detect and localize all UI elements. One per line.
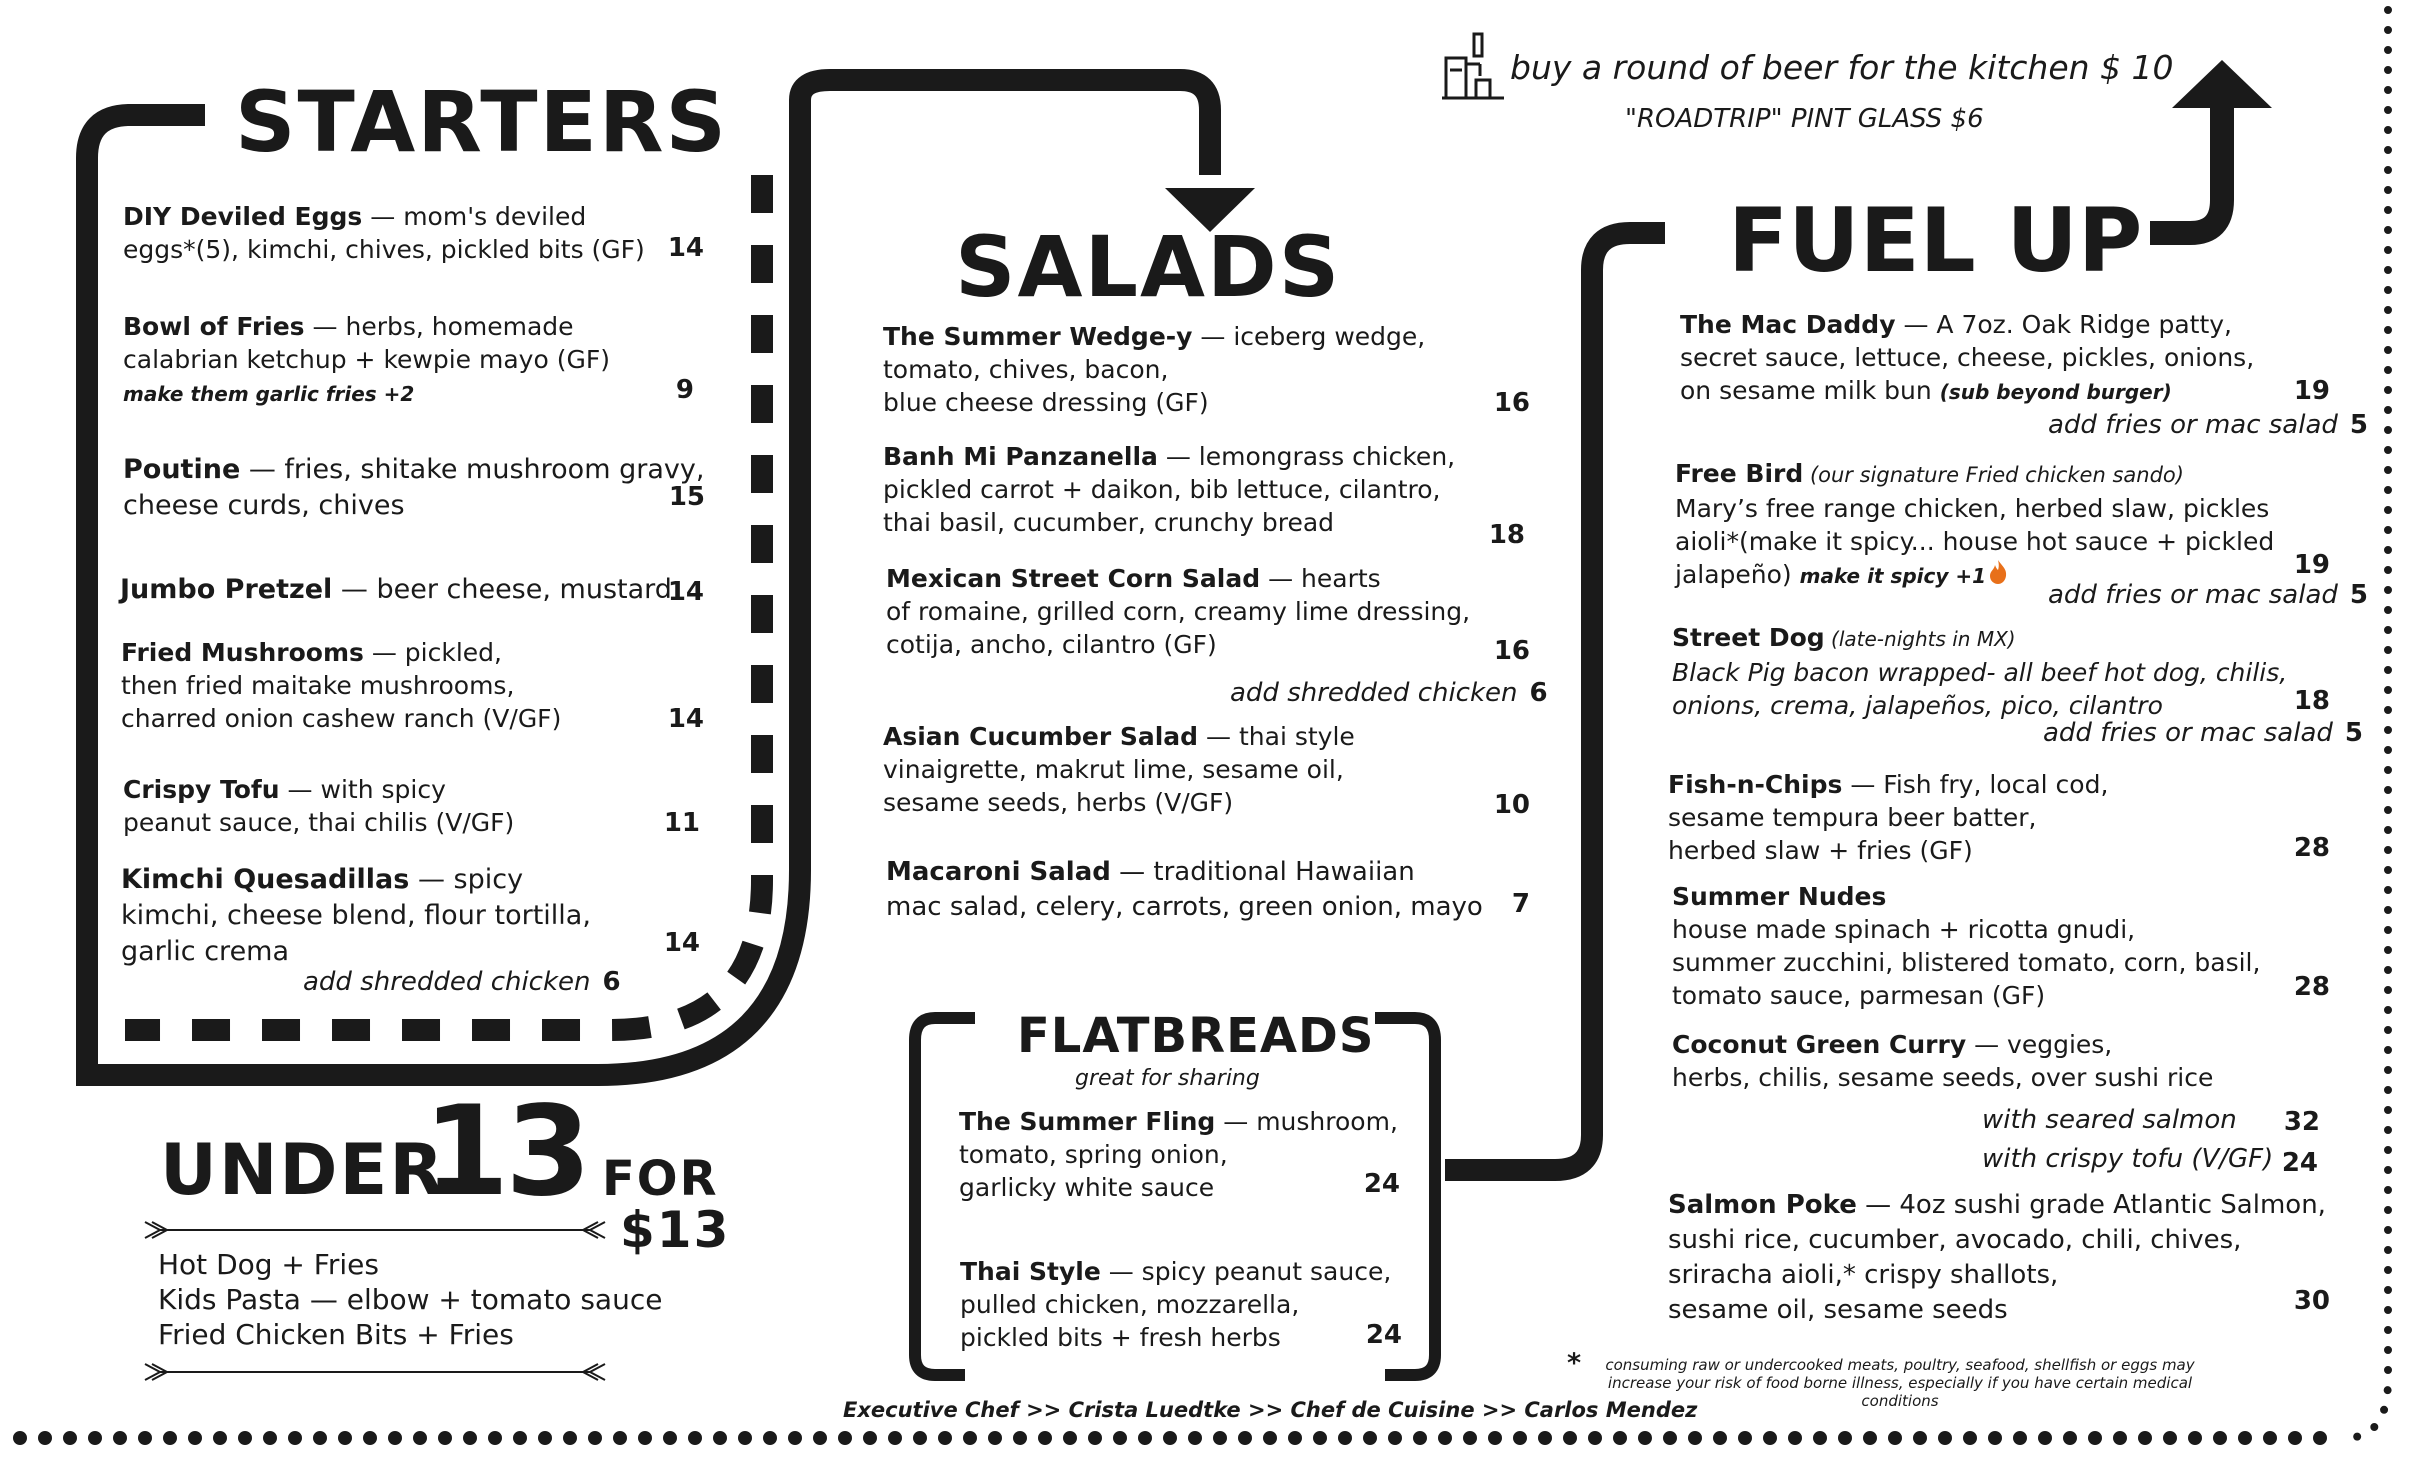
item-desc: — pickled,: [363, 638, 502, 667]
item-name: Bowl of Fries: [123, 312, 305, 341]
item-name: Kimchi Quesadillas: [121, 864, 410, 895]
item-desc: — mom's deviled: [362, 202, 587, 231]
item-desc: — lemongrass chicken,: [1157, 442, 1456, 471]
item-name: Street Dog: [1672, 623, 1825, 652]
chef-credits: Executive Chef >> Crista Luedtke >> Chef de Cuisine >> Carlos Mendez: [843, 1398, 1698, 1422]
menu-item-poutine: [123, 452, 723, 524]
item-desc: — spicy: [409, 864, 524, 895]
item-desc: — 4oz sushi grade Atlantic Salmon,: [1856, 1190, 2326, 1220]
disclaimer-line: increase your risk of food borne illness, especially if you have certain medical: [1607, 1374, 2193, 1392]
kids-price: $13: [620, 1201, 731, 1259]
item-desc: calabrian ketchup + kewpie mayo (GF): [123, 345, 610, 374]
item-price: 9: [675, 375, 694, 405]
item-desc: onions, crema, jalapeños, pico, cilantro: [1672, 691, 2163, 720]
addon-price: 5: [2349, 410, 2368, 440]
disclaimer-line: conditions: [1861, 1392, 1939, 1410]
item-desc: sesame tempura beer batter,: [1668, 803, 2037, 832]
item-name: Fried Mushrooms: [121, 638, 364, 667]
list-item: Hot Dog + Fries: [158, 1248, 379, 1281]
item-desc: of romaine, grilled corn, creamy lime dressing,: [886, 597, 1471, 626]
item-name: Free Bird: [1675, 459, 1804, 488]
item-desc: — herbs, homemade: [304, 312, 574, 341]
item-desc: — fries, shitake mushroom gravy,: [240, 454, 705, 485]
item-name: The Summer Fling: [959, 1107, 1216, 1136]
item-desc: — hearts: [1260, 564, 1381, 593]
item-price: 15: [668, 482, 705, 512]
item-name: Salmon Poke: [1668, 1190, 1857, 1220]
item-price: 28: [2293, 833, 2330, 863]
item-desc: sushi rice, cucumber, avocado, chili, chives,: [1668, 1225, 2242, 1255]
menu-item-summer-wedgey: [883, 320, 1503, 419]
item-price: 32: [2283, 1107, 2320, 1137]
item-desc: pickled carrot + daikon, bib lettuce, cilantro,: [883, 475, 1441, 504]
item-name: Macaroni Salad: [886, 857, 1111, 887]
item-price: 24: [2281, 1148, 2318, 1178]
list-item: Kids Pasta — elbow + tomato sauce: [158, 1283, 663, 1316]
item-name: Thai Style: [960, 1257, 1101, 1286]
item-desc: — A 7oz. Oak Ridge patty,: [1895, 310, 2232, 339]
item-desc: — beer cheese, mustard: [332, 574, 672, 605]
item-price: 30: [2293, 1286, 2330, 1316]
menu-item-jumbo-pretzel: [120, 573, 680, 606]
item-note: make it spicy +1: [1799, 564, 1987, 588]
salads-title: SALADS: [955, 218, 1342, 316]
item-desc: — traditional Hawaiian: [1110, 857, 1415, 887]
item-price: 7: [1511, 889, 1530, 919]
item-desc: — spicy peanut sauce,: [1100, 1257, 1392, 1286]
menu-item-salmon-poke: [1668, 1188, 2328, 1328]
addon-label: add fries or mac salad: [2048, 580, 2338, 610]
pint-glass-offer: "ROADTRIP" PINT GLASS $6: [1625, 104, 1984, 134]
item-desc: sesame seeds, herbs (V/GF): [883, 788, 1234, 817]
item-price: 24: [1363, 1169, 1400, 1199]
item-name: Banh Mi Panzanella: [883, 442, 1158, 471]
item-note: make them garlic fries +2: [123, 382, 415, 406]
item-price: 14: [667, 233, 704, 263]
addon-price: 6: [602, 967, 621, 997]
menu-item-bowl-of-fries: [123, 310, 683, 411]
item-name: Summer Nudes: [1672, 882, 1887, 911]
menu-item-free-bird: [1675, 457, 2325, 593]
starters-addon: [303, 967, 621, 997]
item-price: 19: [2293, 550, 2330, 580]
item-desc: cotija, ancho, cilantro (GF): [886, 630, 1217, 659]
item-subtitle: (our signature Fried chicken sando): [1803, 463, 2184, 487]
item-desc: herbed slaw + fries (GF): [1668, 836, 1973, 865]
item-note: (sub beyond burger): [1939, 380, 2172, 404]
item-name: Coconut Green Curry: [1672, 1030, 1967, 1059]
item-desc: secret sauce, lettuce, cheese, pickles, onions,: [1680, 343, 2255, 372]
item-desc: thai basil, cucumber, crunchy bread: [883, 508, 1335, 537]
flatbreads-subtitle: great for sharing: [1075, 1066, 1260, 1091]
menu-item-mac-daddy: [1680, 308, 2320, 409]
addon-price: 5: [2349, 580, 2368, 610]
item-desc: mac salad, celery, carrots, green onion, mayo: [886, 892, 1483, 922]
item-price: 18: [1488, 520, 1525, 550]
item-desc: — iceberg wedge,: [1192, 322, 1426, 351]
item-desc: eggs*(5), kimchi, chives, pickled bits (GF): [123, 235, 645, 264]
item-subtitle: (late-nights in MX): [1824, 627, 2016, 651]
menu-item-street-dog: [1672, 621, 2322, 722]
menu-item-crispy-tofu: [123, 773, 683, 839]
salads-addon: [1230, 678, 1548, 708]
menu-item-coconut-green-curry: [1672, 1028, 2322, 1094]
menu-item-fish-n-chips: [1668, 768, 2318, 867]
item-desc: tomato, chives, bacon,: [883, 355, 1169, 384]
item-name: The Mac Daddy: [1680, 310, 1896, 339]
item-price: 19: [2293, 376, 2330, 406]
addon-label: add fries or mac salad: [2043, 718, 2333, 748]
item-desc: — with spicy: [279, 775, 446, 804]
item-name: Mexican Street Corn Salad: [886, 564, 1261, 593]
item-desc: kimchi, cheese blend, flour tortilla,: [121, 900, 591, 931]
item-desc: jalapeño): [1675, 560, 1800, 589]
item-price: 10: [1493, 790, 1530, 820]
menu-item-summer-nudes: [1672, 880, 2322, 1012]
fuelup-addon: [2043, 718, 2363, 748]
item-price: 16: [1493, 388, 1530, 418]
item-desc: aioli*(make it spicy... house hot sauce + pickled: [1675, 527, 2275, 556]
item-desc: Black Pig bacon wrapped- all beef hot dog, chilis,: [1672, 658, 2288, 687]
item-desc: charred onion cashew ranch (V/GF): [121, 704, 562, 733]
starters-title: STARTERS: [235, 73, 729, 171]
under-13-number: 13: [423, 1080, 588, 1224]
item-desc: sriracha aioli,* crispy shallots,: [1668, 1260, 2059, 1290]
item-desc: pickled bits + fresh herbs: [960, 1323, 1281, 1352]
disclaimer-line: consuming raw or undercooked meats, poultry, seafood, shellfish or eggs may: [1605, 1356, 2195, 1374]
beer-round-offer: buy a round of beer for the kitchen $ 10: [1510, 48, 2174, 87]
item-desc: peanut sauce, thai chilis (V/GF): [123, 808, 515, 837]
item-price: 18: [2293, 686, 2330, 716]
asterisk-symbol: *: [1567, 1348, 1582, 1379]
item-name: The Summer Wedge-y: [883, 322, 1193, 351]
item-price: 24: [1365, 1320, 1402, 1350]
item-name: Crispy Tofu: [123, 775, 280, 804]
item-price: 14: [663, 928, 700, 958]
item-name: DIY Deviled Eggs: [123, 202, 363, 231]
beer-tap-icon: [1440, 30, 1506, 100]
item-price: 11: [663, 808, 700, 838]
addon-label: add shredded chicken: [1230, 678, 1518, 708]
item-desc: vinaigrette, makrut lime, sesame oil,: [883, 755, 1344, 784]
item-desc: — mushroom,: [1215, 1107, 1398, 1136]
flame-icon: [1988, 559, 2008, 585]
menu-item-asian-cucumber: [883, 720, 1503, 819]
item-price: 16: [1493, 636, 1530, 666]
item-desc: pulled chicken, mozzarella,: [960, 1290, 1300, 1319]
item-desc: summer zucchini, blistered tomato, corn, basil,: [1672, 948, 2261, 977]
item-price: 14: [667, 577, 704, 607]
item-desc: — Fish fry, local cod,: [1842, 770, 2109, 799]
item-desc: on sesame milk bun: [1680, 376, 1940, 405]
curry-option-salmon: with seared salmon: [1982, 1105, 2237, 1135]
addon-price: 6: [1529, 678, 1548, 708]
fuelup-arrow-head: [2172, 60, 2272, 108]
item-desc: cheese curds, chives: [123, 490, 405, 521]
flatbreads-title: FLATBREADS: [1017, 1008, 1375, 1064]
addon-price: 5: [2344, 718, 2363, 748]
item-desc: garlicky white sauce: [959, 1173, 1215, 1202]
item-name: Asian Cucumber Salad: [883, 722, 1199, 751]
item-desc: sesame oil, sesame seeds: [1668, 1295, 2008, 1325]
menu-item-macaroni-salad: [886, 855, 1506, 925]
addon-label: add fries or mac salad: [2048, 410, 2338, 440]
item-desc: — veggies,: [1966, 1030, 2113, 1059]
item-desc: blue cheese dressing (GF): [883, 388, 1209, 417]
item-price: 14: [667, 704, 704, 734]
item-desc: garlic crema: [121, 936, 290, 967]
item-desc: then fried maitake mushrooms,: [121, 671, 515, 700]
menu-item-kimchi-quesadillas: [121, 862, 681, 970]
kids-menu-list: [158, 1247, 662, 1352]
kids-for-label: FOR: [602, 1151, 719, 1207]
addon-label: add shredded chicken: [303, 967, 591, 997]
curry-option-tofu: with crispy tofu (V/GF): [1982, 1144, 2274, 1174]
item-desc: tomato, spring onion,: [959, 1140, 1228, 1169]
list-item: Fried Chicken Bits + Fries: [158, 1318, 514, 1351]
item-desc: herbs, chilis, sesame seeds, over sushi rice: [1672, 1063, 2214, 1092]
item-desc: house made spinach + ricotta gnudi,: [1672, 915, 2136, 944]
item-desc: tomato sauce, parmesan (GF): [1672, 981, 2046, 1010]
menu-item-fried-mushrooms: [121, 636, 681, 735]
item-price: 28: [2293, 972, 2330, 1002]
fuelup-title: FUEL UP: [1728, 189, 2143, 292]
item-name: Fish-n-Chips: [1668, 770, 1843, 799]
menu-item-banh-mi-panzanella: [883, 440, 1503, 539]
item-name: Poutine: [123, 454, 241, 485]
item-name: Jumbo Pretzel: [120, 574, 333, 605]
item-desc: — thai style: [1198, 722, 1355, 751]
fuelup-addon: [2048, 580, 2368, 610]
under-title: UNDER: [160, 1129, 446, 1211]
menu-item-deviled-eggs: [123, 200, 683, 266]
item-desc: Mary’s free range chicken, herbed slaw, pickles: [1675, 494, 2270, 523]
menu-item-mexican-street-corn: [886, 562, 1506, 661]
fuelup-arrow-line: [2150, 100, 2222, 233]
fuelup-addon: [2048, 410, 2368, 440]
